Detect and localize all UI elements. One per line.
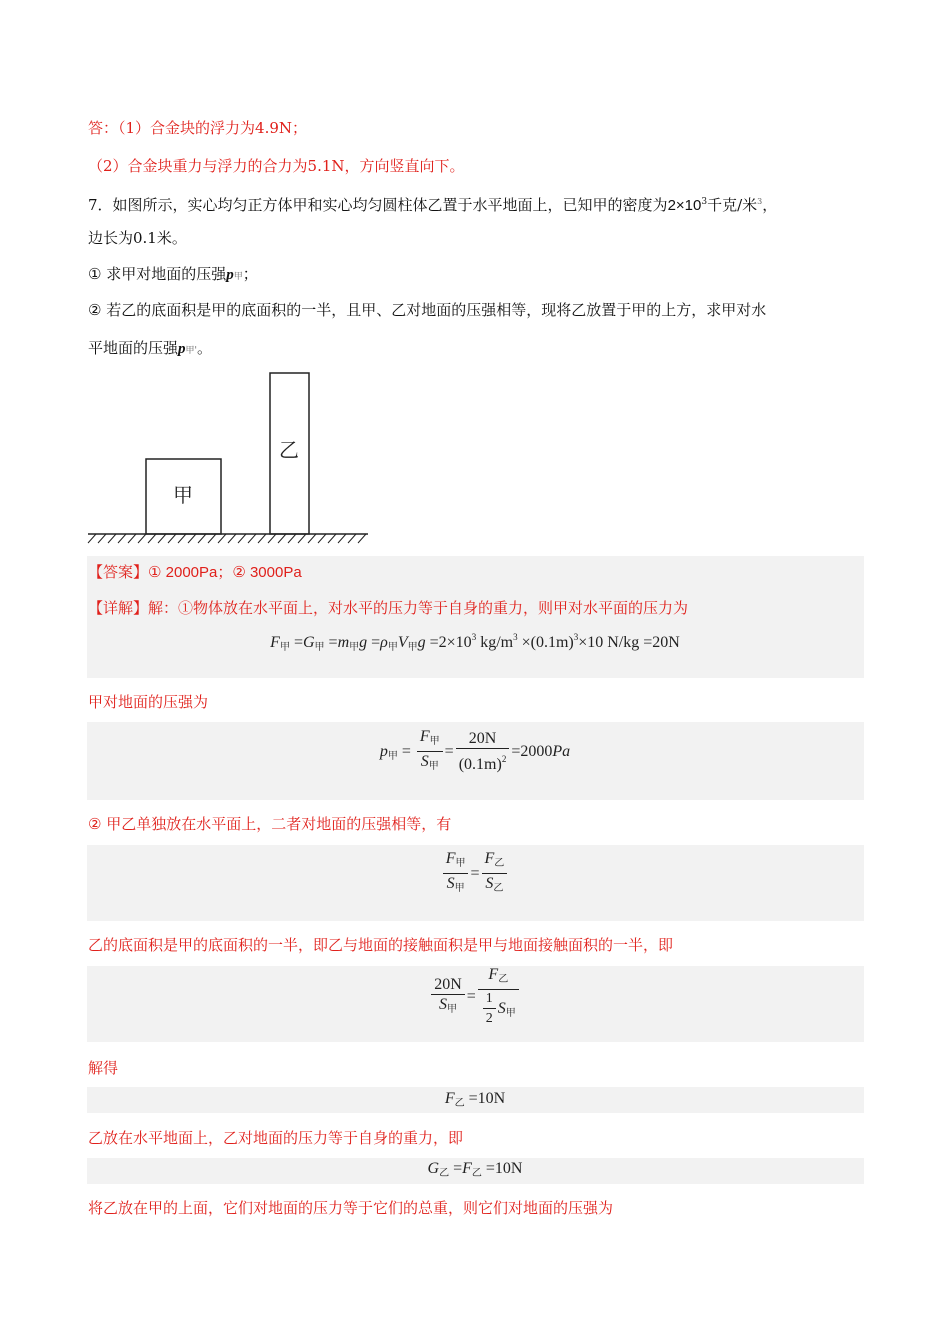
pressure-intro-line: 甲对地面的压强为	[88, 693, 209, 711]
physics-figure	[86, 368, 376, 548]
question-part-2-cont: 平地面的压强p甲'。	[88, 339, 213, 357]
hatch-mark	[288, 534, 296, 543]
hatch-mark	[248, 534, 256, 543]
hatch-mark	[118, 534, 126, 543]
hatch-mark	[218, 534, 226, 543]
cube-jia-label: 甲	[173, 483, 193, 507]
solve-word: 解得	[88, 1059, 119, 1077]
equation-2: $p_甲$ = $\frac{F_甲}{S_甲}$ = $\frac{20N}{(0.1m)^2}$ =2000Pa	[379, 728, 571, 773]
hatch-mark	[98, 534, 106, 543]
hatch-mark	[238, 534, 246, 543]
placement-line: 乙放在水平地面上，乙对地面的压力等于自身的重力，即	[88, 1129, 464, 1147]
hatch-mark	[148, 534, 156, 543]
detail-line: 【详解】解：①物体放在水平面上，对水平的压力等于自身的重力，则甲对水平面的压力为	[88, 599, 689, 617]
hatch-mark	[328, 534, 336, 543]
prev-answer-line-1: 答：（1）合金块的浮力为4.9N；	[88, 119, 308, 137]
hatch-mark	[198, 534, 206, 543]
hatch-mark	[138, 534, 146, 543]
hatch-mark	[128, 534, 136, 543]
hatch-mark	[278, 534, 286, 543]
ground-hatch	[88, 534, 366, 543]
hatch-mark	[258, 534, 266, 543]
equation-1: $F_甲 =G_甲 =m_甲g =\rho_甲V_甲g =2\times 10^3$ $kg/m^3 \times(0.1m)^3\times 10$ N/kg =20N	[270, 632, 680, 653]
question-part-2: ② 若乙的底面积是甲的底面积的一半，且甲、乙对地面的压强相等，现将乙放置于甲的上方，求甲对水	[88, 301, 767, 319]
question-part-1: ① 求甲对地面的压强p甲；	[88, 265, 258, 283]
answer-line: 【答案】① 2000Pa；② 3000Pa	[88, 563, 302, 581]
hatch-mark	[318, 534, 326, 543]
hatch-mark	[268, 534, 276, 543]
hatch-mark	[298, 534, 306, 543]
equation-6: $G_乙 =F_乙 =10N$	[427, 1160, 523, 1179]
hatch-mark	[88, 534, 96, 543]
part-2-intro-line: ② 甲乙单独放在水平面上，二者对地面的压强相等，有	[88, 815, 452, 833]
hatch-mark	[358, 534, 366, 543]
question-stem: 7．如图所示，实心均匀正方体甲和实心均匀圆柱体乙置于水平地面上，已知甲的密度为$2\times 10^3$千克/米$^3$，	[88, 196, 778, 214]
hatch-mark	[308, 534, 316, 543]
hatch-mark	[168, 534, 176, 543]
hatch-mark	[108, 534, 116, 543]
hatch-mark	[228, 534, 236, 543]
hatch-mark	[208, 534, 216, 543]
hatch-mark	[188, 534, 196, 543]
hatch-mark	[348, 534, 356, 543]
equation-3: $\frac{F_甲}{S_甲}$ = $\frac{F_乙}{S_乙}$	[0, 850, 950, 899]
question-stem-cont: 边长为0.1米。	[88, 229, 187, 247]
hatch-mark	[158, 534, 166, 543]
prev-answer-line-2: （2）合金块重力与浮力的合力为5.1N，方向竖直向下。	[88, 157, 465, 175]
cylinder-yi-label: 乙	[279, 438, 299, 462]
hatch-mark	[178, 534, 186, 543]
final-line: 将乙放在甲的上面，它们对地面的压力等于它们的总重，则它们对地面的压强为	[88, 1199, 614, 1217]
hatch-mark	[338, 534, 346, 543]
equation-5: $F_乙 =10N$	[444, 1090, 506, 1109]
question-number: 7．	[88, 196, 113, 214]
equation-4: $\frac{20N}{S_甲}$ = $F_乙$ $\frac{1}{2}$ $S_甲$	[0, 966, 950, 1029]
area-relation-line: 乙的底面积是甲的底面积的一半，即乙与地面的接触面积是甲与地面接触面积的一半，即	[88, 936, 674, 954]
